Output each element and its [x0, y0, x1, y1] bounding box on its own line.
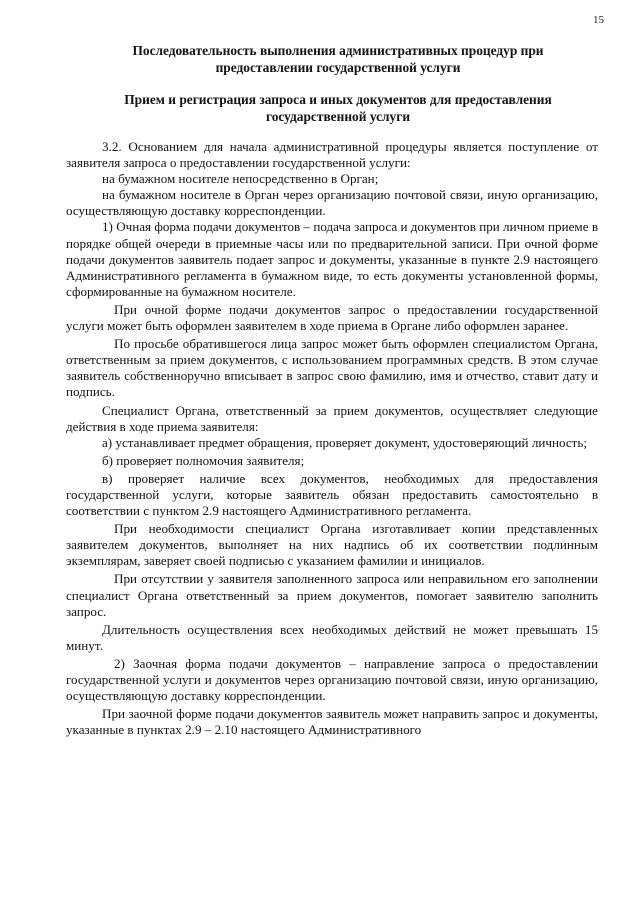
paragraph: 3.2. Основанием для начала административной процедуры является поступление от заявителя запроса о предоставлении государственной услуги:: [66, 139, 598, 171]
paragraph: на бумажном носителе непосредственно в Орган;: [102, 171, 379, 187]
list-item: а) устанавливает предмет обращения, проверяет документ, удостоверяющий личность;: [102, 434, 587, 450]
paragraph: При заочной форме подачи документов заявитель может направить запрос и документы, указанные в пунктах 2.9 – 2.10 настоящего Административного: [66, 706, 598, 738]
subsection-heading: Прием и регистрация запроса и иных документов для предоставления государственной услуги: [124, 92, 552, 124]
list-item: в) проверяет наличие всех документов, необходимых для предоставления государственной услуги, которые заявитель обязан предоставить самостоятельно в соответствии с пунктом 2.9 настоящего Административного регламента.: [66, 470, 598, 519]
paragraph: 1) Очная форма подачи документов – подача запроса и документов при личном приеме в порядке общей очереди в приемные часы или по предварительной записи. При очной форме подачи документов заявитель подает запрос и документы, указанные в пункте 2.9 настоящего Административного регламента в бумажном виде, то есть документы установленной формы, сформированные на бумажном носителе.: [66, 219, 598, 299]
paragraph: При очной форме подачи документов запрос о предоставлении государственной услуги может быть оформлен заявителем в ходе приема в Органе либо оформлен заранее.: [66, 301, 598, 334]
paragraph: По просьбе обратившегося лица запрос может быть оформлен специалистом Органа, ответственным за прием документов, с использованием программных средств. В этом случае заявитель собственноручно вписывает в запрос свою фамилию, имя и отчество, ставит дату и подпись.: [66, 336, 598, 400]
paragraph: При необходимости специалист Органа изготавливает копии представленных заявителем документов, выполняет на них надпись об их соответствии подлинным экземплярам, заверяет своей подписью с указанием фамилии и инициалов.: [66, 521, 598, 569]
document-body: [66, 139, 598, 738]
section-heading: Последовательность выполнения административных процедур при предоставлении государственной услуги: [132, 43, 544, 75]
paragraph: Длительность осуществления всех необходимых действий не может превышать 15 минут.: [66, 621, 598, 653]
paragraph: на бумажном носителе в Орган через организацию почтовой связи, иную организацию, осуществляющую доставку корреспонденции.: [66, 187, 598, 219]
paragraph: При отсутствии у заявителя заполненного запроса или неправильном его заполнении специалист Органа ответственный за прием документов, помогает заявителю заполнить запрос.: [66, 571, 598, 619]
paragraph: Специалист Органа, ответственный за прием документов, осуществляет следующие действия в ходе приема заявителя:: [66, 402, 598, 434]
page-number: 15: [593, 14, 604, 26]
list-item: б) проверяет полномочия заявителя;: [102, 452, 305, 468]
paragraph: 2) Заочная форма подачи документов – направление запроса о предоставлении государственной услуги и документов через организацию почтовой связи, иную организацию, осуществляющую доставку корреспонденции.: [66, 655, 598, 704]
